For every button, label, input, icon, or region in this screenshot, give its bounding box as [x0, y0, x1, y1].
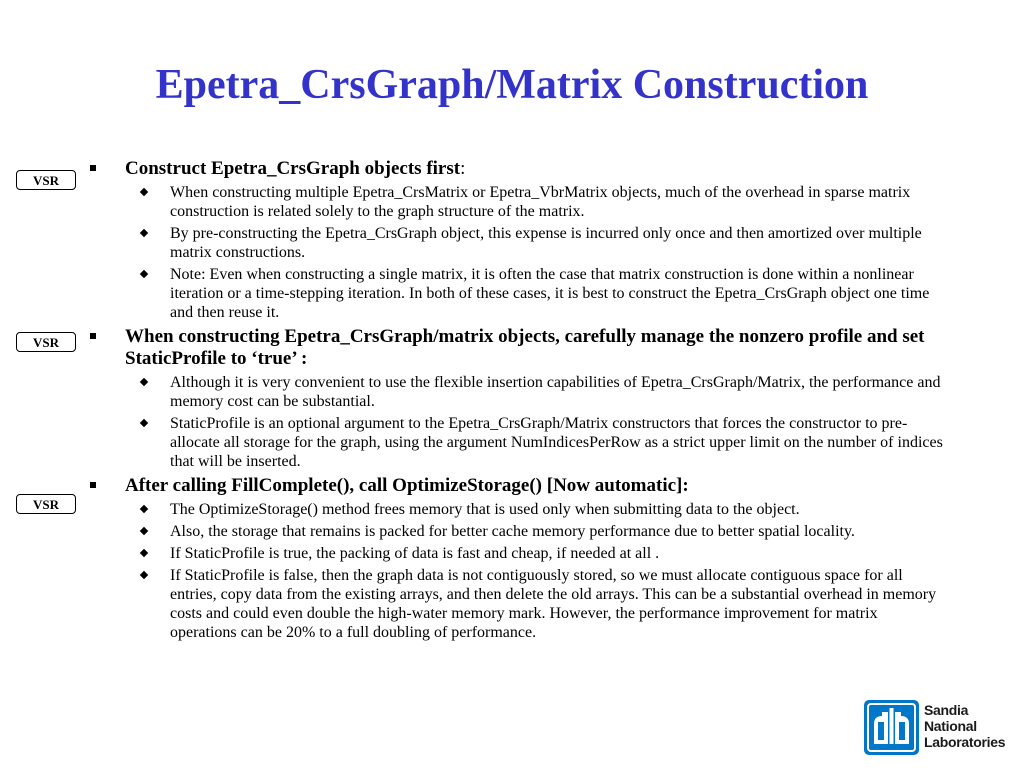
diamond-bullet-icon: [140, 378, 148, 386]
sub-bullet-text: The OptimizeStorage() method frees memory that is used only when submitting data to the object.: [170, 501, 800, 518]
sub-bullet-text: When constructing multiple Epetra_CrsMatrix or Epetra_VbrMatrix objects, much of the overhead in sparse matrix construction is related solely to the graph structure of the matrix.: [170, 184, 911, 220]
square-bullet-icon: [90, 482, 96, 488]
diamond-bullet-icon: [140, 270, 148, 278]
bullet-construct-graph-first: [88, 158, 948, 180]
sub-bullet: [88, 183, 948, 221]
diamond-bullet-icon: [140, 571, 148, 579]
slide-body: [88, 158, 948, 642]
sandia-logo: [864, 700, 1014, 756]
sub-bullet-text: Although it is very convenient to use the flexible insertion capabilities of Epetra_CrsGraph/Matrix, the performance and memory cost can be substantial.: [170, 374, 941, 410]
bullet-static-profile: [88, 326, 948, 370]
sub-bullet: [88, 500, 948, 519]
sub-bullet-text: By pre-constructing the Epetra_CrsGraph object, this expense is incurred only once and then amortized over multiple matrix constructions.: [170, 225, 922, 261]
logo-line-1: Sandia: [924, 702, 969, 718]
sub-bullet: [88, 566, 948, 642]
vsr-tag: VSR: [16, 494, 76, 514]
sub-bullet-text: StaticProfile is an optional argument to the Epetra_CrsGraph/Matrix constructors that forces the constructor to pre-allocate all storage for the graph, using the argument NumIndicesPerRow as a strict upper limit on the number of indices that will be inserted.: [170, 415, 943, 470]
bullet-heading-suffix: :: [460, 158, 466, 179]
sub-bullet: [88, 544, 948, 563]
sub-bullet: [88, 522, 948, 541]
square-bullet-icon: [90, 333, 96, 339]
diamond-bullet-icon: [140, 527, 148, 535]
sub-bullet: [88, 373, 948, 411]
sub-bullet-text: Also, the storage that remains is packed for better cache memory performance due to better spatial locality.: [170, 523, 855, 540]
sandia-thunderbird-icon: [864, 700, 919, 755]
diamond-bullet-icon: [140, 505, 148, 513]
sub-bullet-text: Note: Even when constructing a single matrix, it is often the case that matrix construction is done within a nonlinear iteration or a time-stepping iteration. In both of these cases, it is best to construct the Epetra_CrsGraph object one time and then reuse it.: [170, 266, 930, 321]
sandia-wordmark: [924, 702, 1005, 750]
bullet-heading: When constructing Epetra_CrsGraph/matrix objects, carefully manage the nonzero profile and set StaticProfile to ‘true’ :: [125, 326, 925, 369]
sub-bullet-text: If StaticProfile is false, then the graph data is not contiguously stored, so we must allocate contiguous space for all entries, copy data from the existing arrays, and then delete the old arrays. This can be a substantial overhead in memory costs and could even double the high-water memory mark. However, the performance improvement for matrix operations can be 20% to a full doubling of performance.: [170, 567, 937, 641]
sub-bullet: [88, 224, 948, 262]
logo-line-3: Laboratories: [924, 734, 1006, 750]
sub-bullet-text: If StaticProfile is true, the packing of data is fast and cheap, if needed at all .: [170, 545, 660, 562]
sub-bullet: [88, 265, 948, 322]
vsr-tag: VSR: [16, 332, 76, 352]
bullet-heading: After calling FillComplete(), call OptimizeStorage() [Now automatic]:: [125, 475, 689, 496]
square-bullet-icon: [90, 165, 96, 171]
diamond-bullet-icon: [140, 229, 148, 237]
sub-bullet: [88, 414, 948, 471]
bullet-heading: Construct Epetra_CrsGraph objects first: [125, 158, 461, 179]
logo-line-2: National: [924, 718, 977, 734]
bullet-optimize-storage: [88, 475, 948, 497]
diamond-bullet-icon: [140, 419, 148, 427]
vsr-tag: VSR: [16, 170, 76, 190]
diamond-bullet-icon: [140, 549, 148, 557]
slide-title: Epetra_CrsGraph/Matrix Construction: [155, 62, 869, 108]
diamond-bullet-icon: [140, 188, 148, 196]
